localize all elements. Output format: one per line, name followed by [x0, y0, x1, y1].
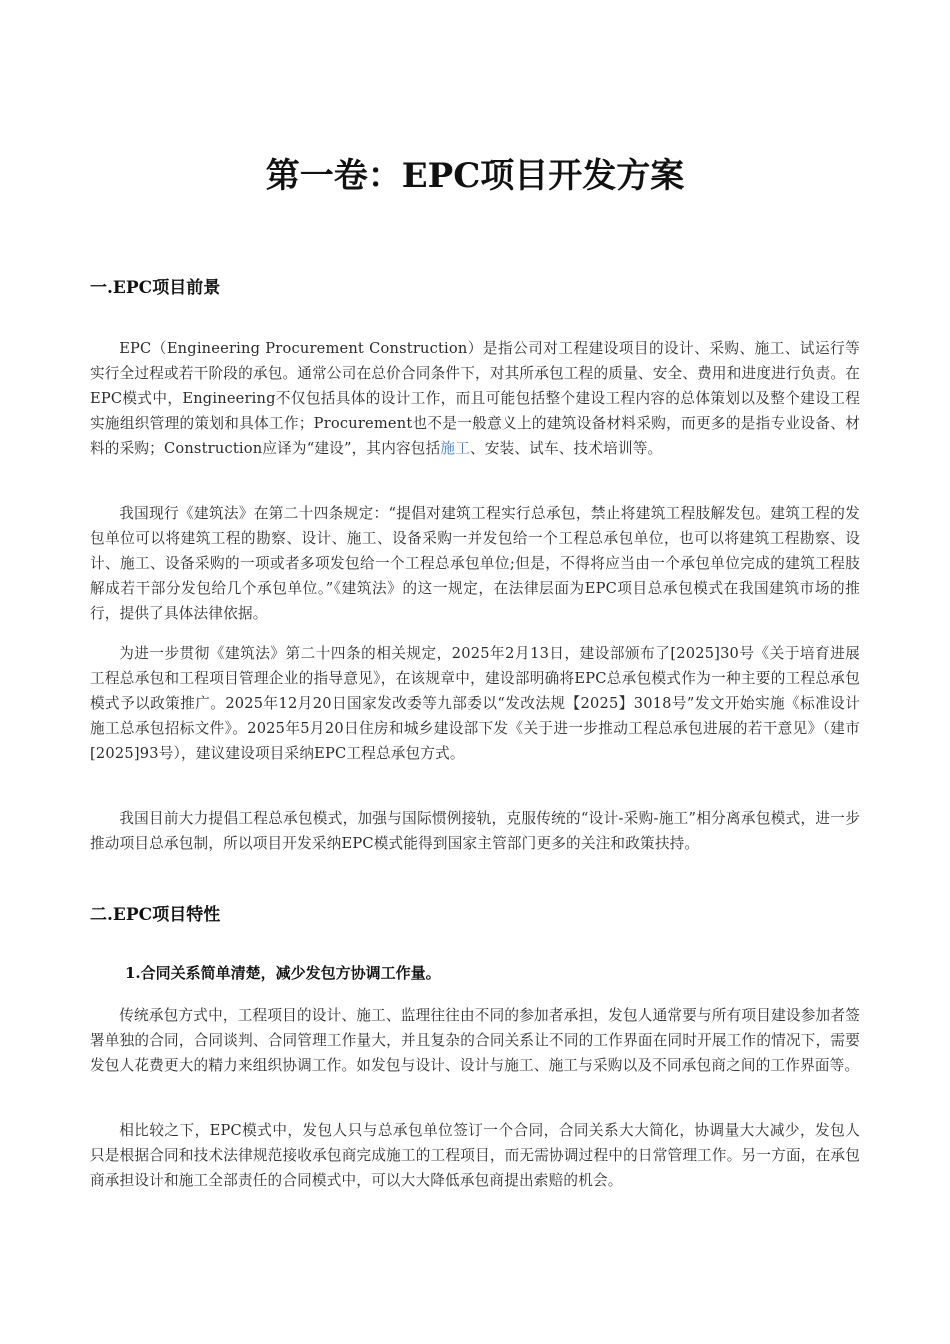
section-heading-prospects: 一.EPC项目前景 [90, 278, 221, 298]
paragraph-text: EPC（Engineering Procurement Construction）是指公司对工程建设项目的设计、采购、施工、试运行等实行全过程或若干阶段的承包。通常公司在总价合同条件下，对其所承包工程的质量、安全、费用和进度进行负责。在EPC模式中，Engineering不仅包括具体的设计工作，而且可能包括整个建设工程内容的总体策划以及整个建设工程实施组织管理的策划和具体工作；Procurement也不是一般意义上的建筑设备材料采购，而更多的是指专业设备、材料的采购；Construction应译为“建设”，其内容包括 [90, 340, 860, 457]
paragraph-epc-comparison: 相比较之下，EPC模式中，发包人只与总承包单位签订一个合同，合同关系大大简化，协调量大大减少，发包人只是根据合同和技术法律规范接收承包商完成施工的工程项目，而无需协调过程中的日常管理工作。另一方面，在承包商承担设计和施工全部责任的合同模式中，可以大大降低承包商提出索赔的机会。 [90, 1122, 860, 1189]
construction-link[interactable]: 施工 [440, 440, 470, 457]
document-title: 第一卷：EPC项目开发方案 [265, 156, 685, 196]
paragraph-traditional-contracting: 传统承包方式中，工程项目的设计、施工、监理往往由不同的参加者承担，发包人通常要与所有项目建设参加者签署单独的合同，合同谈判、合同管理工作量大，并且复杂的合同关系让不同的工作界面在同时开展工作的情况下，需要发包人花费更大的精力来组织协调工作。如发包与设计、设计与施工、施工与采购以及不同承包商之间的工作界面等。 [90, 1007, 860, 1074]
paragraph-policy-support: 我国目前大力提倡工程总承包模式，加强与国际惯例接轨，克服传统的“设计-采购-施工”相分离承包模式，进一步推动项目总承包制，所以项目开发采纳EPC模式能得到国家主管部门更多的关注和政策扶持。 [90, 810, 860, 852]
sub-heading-contract-relations: 1.合同关系简单清楚，减少发包方协调工作量。 [125, 964, 441, 982]
paragraph-policy-history: 为进一步贯彻《建筑法》第二十四条的相关规定，2025年2月13日，建设部颁布了[2025]30号《关于培育进展工程总承包和工程项目管理企业的指导意见》，在该规章中，建设部明确将EPC总承包模式作为一种主要的工程总承包模式予以政策推广。2025年12月20日国家发改委等九部委以“发改法规【2025】3018号”发文开始实施《标准设计施工总承包招标文件》。2025年5月20日住房和城乡建设部下发《关于进一步推动工程总承包进展的若干意见》（建市[2025]93号），建议建设项目采纳EPC工程总承包方式。 [90, 645, 860, 762]
paragraph-epc-definition [90, 336, 860, 461]
paragraph-construction-law: 我国现行《建筑法》在第二十四条规定：“提倡对建筑工程实行总承包，禁止将建筑工程肢解发包。建筑工程的发包单位可以将建筑工程的勘察、设计、施工、设备采购一并发包给一个工程总承包单位，也可以将建筑工程勘察、设计、施工、设备采购的一项或者多项发包给一个工程总承包单位;但是，不得将应当由一个承包单位完成的建筑工程肢解成若干部分发包给几个承包单位。”《建筑法》的这一规定，在法律层面为EPC项目总承包模式在我国建筑市场的推行，提供了具体法律依据。 [90, 505, 860, 622]
section-heading-characteristics: 二.EPC项目特性 [90, 905, 221, 925]
paragraph-text: 、安装、试车、技术培训等。 [470, 440, 663, 457]
